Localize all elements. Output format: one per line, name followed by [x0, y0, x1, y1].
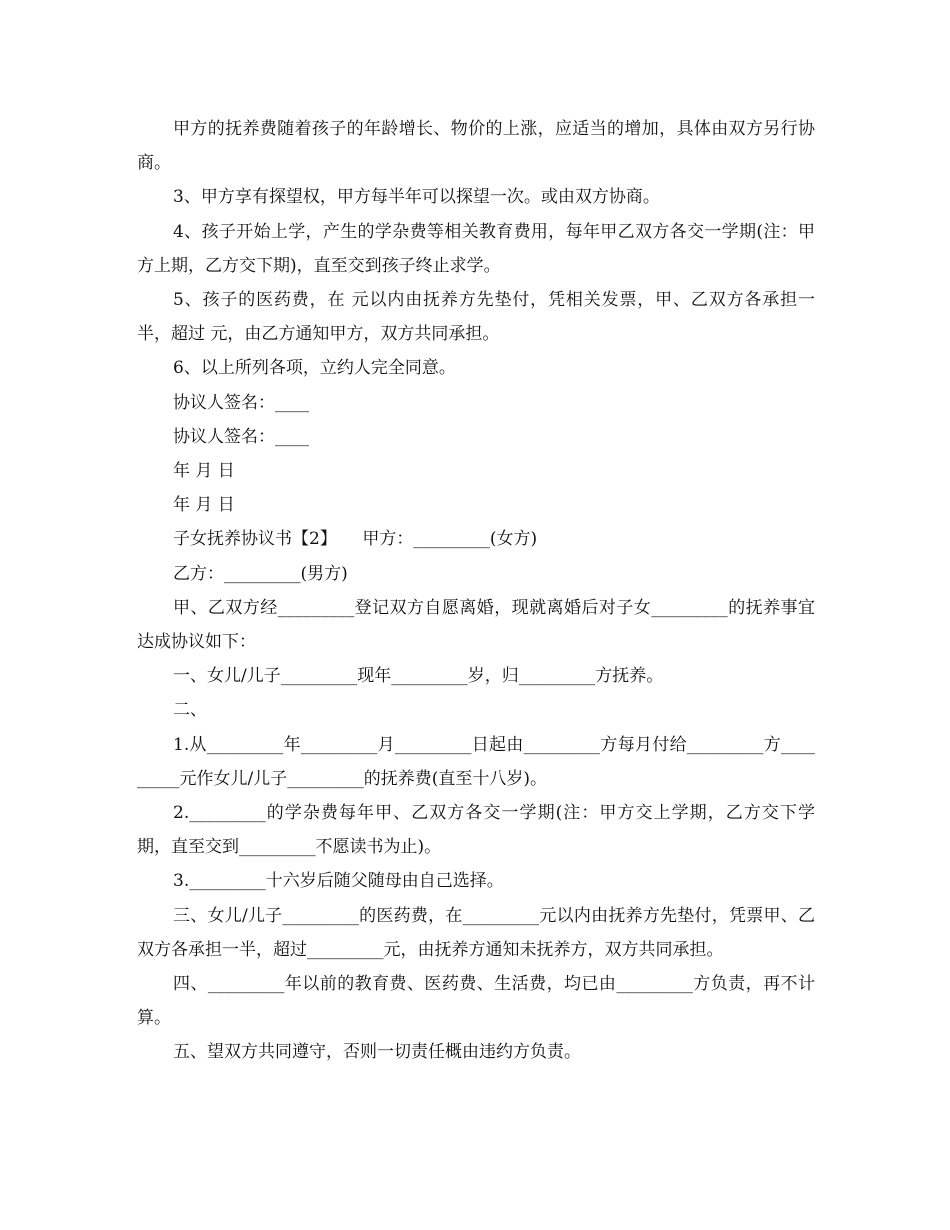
clause-5-compliance: 五、望双方共同遵守，否则一切责任概由违约方负责。	[173, 1042, 581, 1063]
paragraph-education-fees: 4、孩子开始上学，产生的学杂费等相关教育费用，每年甲乙双方各交一学期(注：甲方上期，乙方交下期)，直至交到孩子终止求学。	[137, 221, 815, 276]
clause-3-medical: 三、女儿/儿子_________的医药费，在_________元以内由抚养方先垫付，凭票甲、乙双方各承担一半，超过_________元，由抚养方通知未抚养方，双方共同承担。	[137, 905, 815, 960]
clause-2-heading: 二、	[173, 700, 207, 721]
paragraph-visitation-rights: 3、甲方享有探望权，甲方每半年可以探望一次。或由双方协商。	[173, 187, 660, 208]
signature-line-1: 协议人签名：____	[173, 392, 309, 413]
paragraph-divorce-intro: 甲、乙双方经_________登记双方自愿离婚，现就离婚后对子女_________的抚养事宜达成协议如下：	[137, 597, 815, 653]
document-body	[137, 112, 815, 1070]
clause-2-3-choice: 3._________十六岁后随父随母由自己选择。	[173, 871, 504, 892]
clause-1-custody: 一、女儿/儿子_________现年_________岁，归_________方抚养。	[173, 666, 664, 687]
paragraph-agreement: 6、以上所列各项，立约人完全同意。	[173, 358, 456, 379]
date-line-1: 年 月 日	[173, 461, 235, 482]
paragraph-medical-fees: 5、孩子的医药费，在 元以内由抚养方先垫付，凭相关发票，甲、乙双方各承担一半，超过 元，由乙方通知甲方，双方共同承担。	[137, 290, 815, 345]
clause-2-2-tuition: 2._________的学杂费每年甲、乙双方各交一学期(注：甲方交上学期，乙方交下学期，直至交到_________不愿读书为止)。	[137, 803, 815, 858]
section-title-agreement-2: 子女抚养协议书【2】 甲方：_________(女方)	[173, 529, 538, 550]
party-b-line: 乙方：_________(男方)	[173, 563, 348, 584]
clause-4-past-expenses: 四、_________年以前的教育费、医药费、生活费，均已由_________方负责，再不计算。	[137, 974, 815, 1029]
signature-line-2: 协议人签名：____	[173, 426, 309, 447]
clause-2-1-monthly-support: 1.从_________年_________月_________日起由_________方每月付给_________方_________元作女儿/儿子_________的抚养费(直至十八岁)。	[137, 734, 815, 789]
paragraph-child-support-increase: 甲方的抚养费随着孩子的年龄增长、物价的上涨，应适当的增加，具体由双方另行协商。	[137, 119, 815, 174]
date-line-2: 年 月 日	[173, 495, 235, 516]
